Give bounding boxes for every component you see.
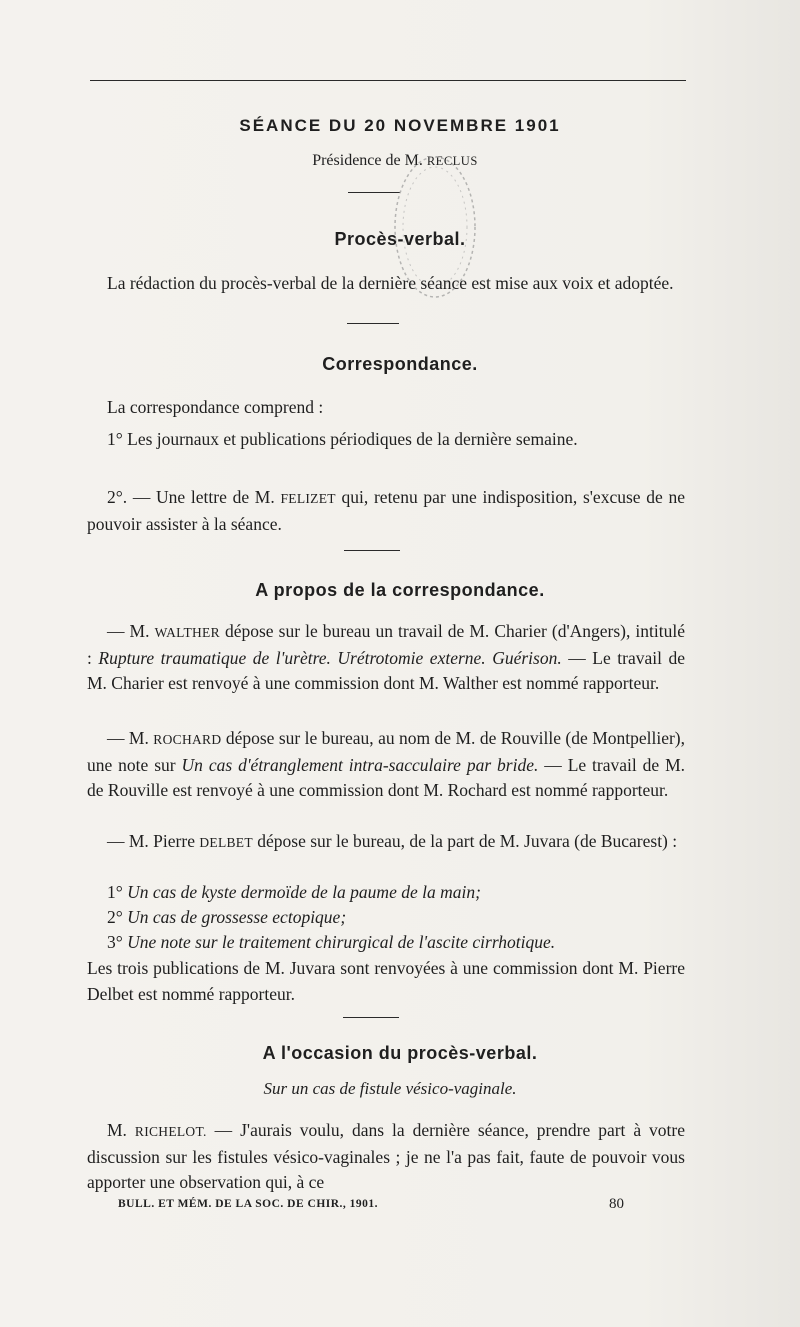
richelot-name: RICHELOT. <box>134 1124 207 1139</box>
item2-suffix: qui, retenu par une indisposition, s'excuse de ne pouvoir assister à la séance. <box>87 487 686 534</box>
richelot-text: — J'aurais voulu, dans la dernière séance, prendre part à votre discussion sur les fistules vésico-vaginales ; je ne l'a pas fait, faute de pouvoir vous apporter une observation qui, à ce <box>87 1120 686 1192</box>
a-propos-para-3 <box>87 829 685 856</box>
juvara-item-2 <box>107 905 687 930</box>
juvara-num-2: 2° <box>107 907 123 927</box>
item2-name: FELIZET <box>280 491 336 506</box>
proces-verbal-text: La rédaction du procès-verbal de la dernière séance est mise aux voix et adoptée. <box>107 273 674 293</box>
section-title-a-propos: A propos de la correspondance. <box>255 580 545 600</box>
separator-1 <box>348 192 400 193</box>
richelot-para <box>87 1118 685 1196</box>
juvara-num-1: 1° <box>107 882 123 902</box>
footer-page-number: 80 <box>609 1196 624 1212</box>
top-rule <box>90 80 686 81</box>
section-title-correspondance: Correspondance. <box>322 354 478 374</box>
p1-mid: dépose sur le bureau un travail de M. Charier (d'Angers), intitulé : <box>87 621 686 668</box>
occasion-subtitle: Sur un cas de fistule vésico-vaginale. <box>263 1079 517 1098</box>
correspondance-item-1: 1° Les journaux et publications périodiques de la dernière semaine. <box>107 429 578 449</box>
a-propos-para-4: Les trois publications de M. Juvara sont renvoyées à une commission dont M. Pierre Delbet est nommé rapporteur. <box>87 958 685 1004</box>
president-name: RECLUS <box>426 154 478 168</box>
separator-3 <box>344 550 400 551</box>
footer-journal: BULL. ET MÉM. DE LA SOC. DE CHIR., 1901. <box>118 1198 379 1210</box>
section-title-occasion: A l'occasion du procès-verbal. <box>262 1043 538 1063</box>
separator-2 <box>347 323 399 324</box>
presidence-prefix: Présidence de M. <box>312 152 423 169</box>
p2-name: ROCHARD <box>153 732 222 747</box>
p2-prefix: — M. <box>107 728 149 748</box>
correspondance-intro: La correspondance comprend : <box>107 397 324 417</box>
item2-prefix: 2°. — Une lettre de M. <box>107 487 275 507</box>
a-propos-para-1 <box>87 619 685 697</box>
p3-name: DELBET <box>199 835 253 850</box>
correspondance-item-2 <box>87 485 685 537</box>
p2-suffix: — Le travail de M. de Rouville est renvoyé à une commission dont M. Rochard est nommé rapporteur. <box>87 754 686 800</box>
p1-italic: Rupture traumatique de l'urètre. Urétrotomie externe. Guérison. <box>98 647 562 668</box>
juvara-title-2: Un cas de grossesse ectopique; <box>127 907 347 927</box>
p2-italic: Un cas d'étranglement intra-sacculaire par bride. <box>181 754 539 775</box>
separator-4 <box>343 1017 399 1018</box>
juvara-title-3: Une note sur le traitement chirurgical de l'ascite cirrhotique. <box>127 932 556 952</box>
p2-mid: dépose sur le bureau, au nom de M. de Rouville (de Montpellier), une note sur <box>87 728 686 775</box>
p3-prefix: — M. Pierre <box>107 831 195 851</box>
p3-suffix: dépose sur le bureau, de la part de M. Juvara (de Bucarest) : <box>257 831 678 851</box>
juvara-item-1 <box>107 880 687 905</box>
juvara-item-3 <box>107 930 687 955</box>
p1-prefix: — M. <box>107 621 150 641</box>
p1-name: WALTHER <box>154 625 220 640</box>
a-propos-para-2 <box>87 726 685 804</box>
juvara-num-3: 3° <box>107 932 123 952</box>
section-title-proces-verbal: Procès-verbal. <box>334 229 466 249</box>
p1-suffix: — Le travail de M. Charier est renvoyé à une commission dont M. Walther est nommé rapporteur. <box>87 647 685 693</box>
richelot-prefix: M. <box>107 1120 127 1140</box>
juvara-title-1: Un cas de kyste dermoïde de la paume de la main; <box>127 882 481 902</box>
presidence-line <box>0 152 790 170</box>
seance-title: SÉANCE DU 20 NOVEMBRE 1901 <box>239 116 561 135</box>
